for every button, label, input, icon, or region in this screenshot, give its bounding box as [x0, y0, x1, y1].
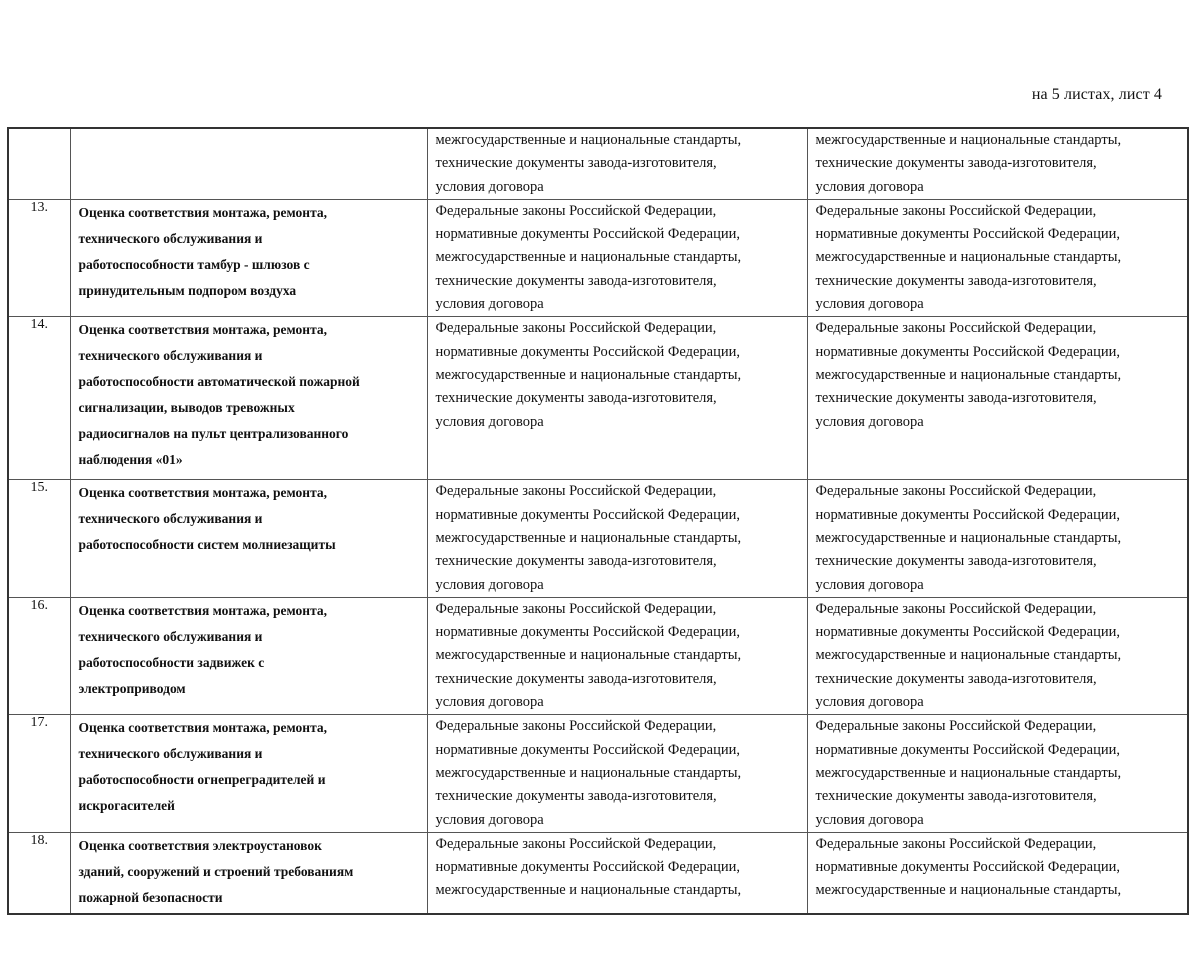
requirements-documents-line: межгосударственные и национальные стандарты,	[435, 249, 742, 266]
methods-documents	[807, 317, 1188, 480]
requirements-documents-line: межгосударственные и национальные стандарты,	[435, 764, 742, 781]
requirements-documents-line: условия договора	[435, 413, 544, 430]
methods-documents-line: технические документы завода-изготовителя,	[815, 670, 1097, 687]
requirements-documents	[427, 317, 807, 480]
methods-documents-line: технические документы завода-изготовителя,	[815, 390, 1097, 407]
work-description-line: Оценка соответствия электроустановок	[78, 837, 322, 853]
work-description-line: принудительным подпором воздуха	[78, 282, 297, 298]
requirements-documents	[427, 597, 807, 714]
work-description-line: работоспособности автоматической пожарной	[78, 374, 360, 390]
work-description-line: Оценка соответствия монтажа, ремонта,	[78, 602, 327, 618]
methods-documents	[807, 199, 1188, 316]
work-description-line: радиосигналов на пульт централизованного	[78, 426, 349, 442]
work-description-line: пожарной безопасности	[78, 889, 223, 905]
methods-documents	[807, 480, 1188, 597]
work-description	[70, 317, 427, 480]
methods-documents-line: межгосударственные и национальные стандарты,	[815, 529, 1122, 546]
row-number: 16.	[8, 597, 70, 714]
work-description-line: технического обслуживания и	[78, 348, 263, 364]
requirements-documents-line: технические документы завода-изготовителя,	[435, 390, 717, 407]
requirements-documents-line: нормативные документы Российской Федерации,	[435, 343, 740, 360]
requirements-documents	[427, 199, 807, 316]
work-description-line: работоспособности огнепреградителей и	[78, 772, 326, 788]
requirements-documents-line: межгосударственные и национальные стандарты,	[435, 882, 742, 899]
sheet-label: на 5 листах, лист 4	[1031, 86, 1162, 103]
work-description-line: Оценка соответствия монтажа, ремонта,	[78, 204, 327, 220]
requirements-documents	[427, 715, 807, 832]
work-description-line: технического обслуживания и	[78, 628, 263, 644]
standards-table	[7, 127, 1189, 915]
requirements-documents	[427, 480, 807, 597]
requirements-documents-line: технические документы завода-изготовителя,	[435, 272, 717, 289]
work-description	[70, 832, 427, 914]
methods-documents-line: нормативные документы Российской Федерации,	[815, 506, 1120, 523]
requirements-documents-line: технические документы завода-изготовителя,	[435, 155, 717, 172]
work-description-line: Оценка соответствия монтажа, ремонта,	[78, 322, 327, 338]
work-description-line: сигнализации, выводов тревожных	[78, 400, 295, 416]
requirements-documents-line: нормативные документы Российской Федерации,	[435, 859, 740, 876]
methods-documents-line: условия договора	[815, 811, 924, 828]
requirements-documents	[427, 128, 807, 199]
methods-documents-line: условия договора	[815, 413, 924, 430]
table-row	[8, 715, 1188, 832]
work-description-line: Оценка соответствия монтажа, ремонта,	[78, 720, 327, 736]
table-row	[8, 199, 1188, 316]
requirements-documents-line: межгосударственные и национальные стандарты,	[435, 529, 742, 546]
work-description-line: работоспособности задвижек с	[78, 654, 265, 670]
table-row	[8, 128, 1188, 199]
requirements-documents-line: межгосударственные и национальные стандарты,	[435, 647, 742, 664]
work-description-line: технического обслуживания и	[78, 511, 263, 527]
methods-documents-line: межгосударственные и национальные стандарты,	[815, 132, 1122, 148]
methods-documents-line: межгосударственные и национальные стандарты,	[815, 647, 1122, 664]
methods-documents	[807, 715, 1188, 832]
requirements-documents-line: Федеральные законы Российской Федерации,	[435, 600, 717, 617]
methods-documents-line: нормативные документы Российской Федерации,	[815, 741, 1120, 758]
work-description	[70, 128, 427, 199]
row-number: 13.	[8, 199, 70, 316]
work-description	[70, 199, 427, 316]
table-row	[8, 832, 1188, 914]
requirements-documents-line: нормативные документы Российской Федерации,	[435, 741, 740, 758]
requirements-documents-line: условия договора	[435, 694, 544, 711]
requirements-documents-line: нормативные документы Российской Федерации,	[435, 624, 740, 641]
methods-documents-line: условия договора	[815, 296, 924, 313]
work-description-line: технического обслуживания и	[78, 746, 263, 762]
requirements-documents-line: межгосударственные и национальные стандарты,	[435, 132, 742, 148]
row-number: 17.	[8, 715, 70, 832]
methods-documents-line: технические документы завода-изготовителя,	[815, 553, 1097, 570]
methods-documents-line: условия договора	[815, 576, 924, 593]
methods-documents-line: межгосударственные и национальные стандарты,	[815, 249, 1122, 266]
work-description-line: искрогасителей	[78, 798, 175, 814]
work-description-line: работоспособности тамбур - шлюзов с	[78, 256, 310, 272]
work-description-line: электроприводом	[78, 680, 186, 696]
work-description	[70, 597, 427, 714]
methods-documents	[807, 128, 1188, 199]
methods-documents-line: Федеральные законы Российской Федерации,	[815, 202, 1097, 219]
row-number: 14.	[8, 317, 70, 480]
requirements-documents-line: условия договора	[435, 811, 544, 828]
requirements-documents-line: Федеральные законы Российской Федерации,	[435, 202, 717, 219]
methods-documents	[807, 597, 1188, 714]
requirements-documents-line: технические документы завода-изготовителя,	[435, 553, 717, 570]
methods-documents-line: Федеральные законы Российской Федерации,	[815, 718, 1097, 735]
methods-documents-line: технические документы завода-изготовителя,	[815, 272, 1097, 289]
work-description	[70, 480, 427, 597]
work-description-line: работоспособности систем молниезащиты	[78, 537, 336, 553]
methods-documents-line: нормативные документы Российской Федерации,	[815, 624, 1120, 641]
methods-documents-line: межгосударственные и национальные стандарты,	[815, 764, 1122, 781]
work-description-line: Оценка соответствия монтажа, ремонта,	[78, 485, 327, 501]
requirements-documents-line: нормативные документы Российской Федерации,	[435, 506, 740, 523]
methods-documents	[807, 832, 1188, 914]
work-description-line: наблюдения «01»	[78, 452, 183, 468]
methods-documents-line: межгосударственные и национальные стандарты,	[815, 366, 1122, 383]
row-number: 15.	[8, 480, 70, 597]
requirements-documents-line: технические документы завода-изготовителя,	[435, 670, 717, 687]
methods-documents-line: Федеральные законы Российской Федерации,	[815, 600, 1097, 617]
requirements-documents	[427, 832, 807, 914]
requirements-documents-line: Федеральные законы Российской Федерации,	[435, 835, 717, 852]
methods-documents-line: Федеральные законы Российской Федерации,	[815, 320, 1097, 337]
requirements-documents-line: Федеральные законы Российской Федерации,	[435, 483, 717, 500]
methods-documents-line: технические документы завода-изготовителя,	[815, 788, 1097, 805]
work-description-line: зданий, сооружений и строений требованиям	[78, 863, 354, 879]
requirements-documents-line: условия договора	[435, 576, 544, 593]
table-row	[8, 480, 1188, 597]
requirements-documents-line: Федеральные законы Российской Федерации,	[435, 718, 717, 735]
requirements-documents-line: условия договора	[435, 296, 544, 313]
methods-documents-line: нормативные документы Российской Федерации,	[815, 859, 1120, 876]
table-row	[8, 597, 1188, 714]
requirements-documents-line: технические документы завода-изготовителя,	[435, 788, 717, 805]
methods-documents-line: условия договора	[815, 694, 924, 711]
table-body	[8, 128, 1188, 914]
methods-documents-line: Федеральные законы Российской Федерации,	[815, 483, 1097, 500]
methods-documents-line: межгосударственные и национальные стандарты,	[815, 882, 1122, 899]
requirements-documents-line: Федеральные законы Российской Федерации,	[435, 320, 717, 337]
methods-documents-line: Федеральные законы Российской Федерации,	[815, 835, 1097, 852]
row-number: 18.	[8, 832, 70, 914]
methods-documents-line: нормативные документы Российской Федерации,	[815, 226, 1120, 243]
methods-documents-line: условия договора	[815, 178, 924, 195]
work-description-line: технического обслуживания и	[78, 230, 263, 246]
table-row	[8, 317, 1188, 480]
work-description	[70, 715, 427, 832]
requirements-documents-line: нормативные документы Российской Федерации,	[435, 226, 740, 243]
methods-documents-line: технические документы завода-изготовителя,	[815, 155, 1097, 172]
row-number	[8, 128, 70, 199]
requirements-documents-line: условия договора	[435, 178, 544, 195]
requirements-documents-line: межгосударственные и национальные стандарты,	[435, 366, 742, 383]
methods-documents-line: нормативные документы Российской Федерации,	[815, 343, 1120, 360]
